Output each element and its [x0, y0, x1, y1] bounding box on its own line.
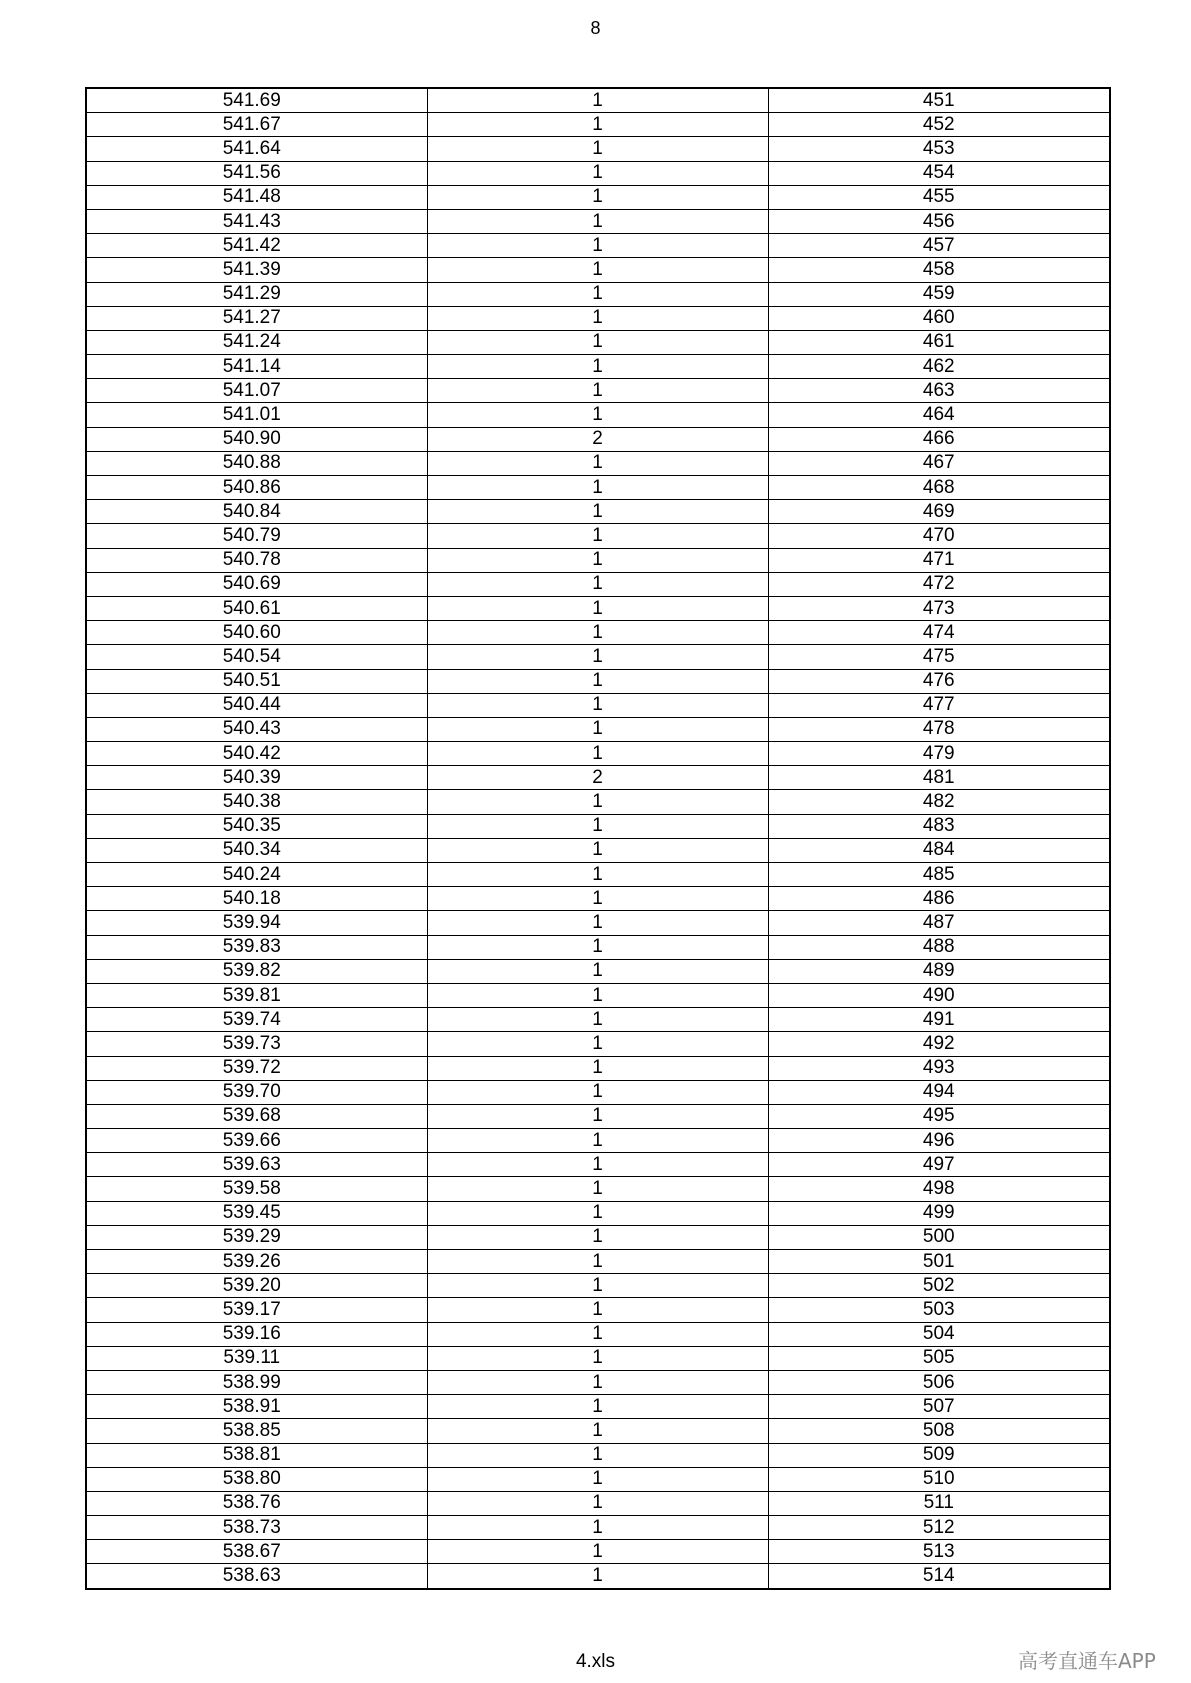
score-cell: 540.38 [86, 790, 427, 814]
count-cell: 1 [427, 1250, 768, 1274]
score-cell: 538.91 [86, 1395, 427, 1419]
footer-filename: 4.xls [575, 1651, 616, 1672]
count-cell: 1 [427, 621, 768, 645]
cumulative-cell: 460 [768, 306, 1110, 330]
count-cell: 1 [427, 1419, 768, 1443]
count-cell: 1 [427, 935, 768, 959]
score-cell: 539.70 [86, 1080, 427, 1104]
count-cell: 1 [427, 403, 768, 427]
score-cell: 541.24 [86, 330, 427, 354]
table-row [86, 209, 1110, 233]
table-row [86, 814, 1110, 838]
cumulative-cell: 484 [768, 838, 1110, 862]
table-row [86, 596, 1110, 620]
count-cell: 1 [427, 282, 768, 306]
cumulative-cell: 500 [768, 1225, 1110, 1249]
score-table [85, 87, 1111, 1590]
score-cell: 539.26 [86, 1250, 427, 1274]
score-cell: 539.20 [86, 1274, 427, 1298]
table-row [86, 1274, 1110, 1298]
count-cell: 1 [427, 742, 768, 766]
score-cell: 540.88 [86, 451, 427, 475]
count-cell: 1 [427, 863, 768, 887]
score-cell: 541.39 [86, 258, 427, 282]
cumulative-cell: 486 [768, 887, 1110, 911]
cumulative-cell: 501 [768, 1250, 1110, 1274]
count-cell: 1 [427, 330, 768, 354]
count-cell: 1 [427, 693, 768, 717]
count-cell: 1 [427, 88, 768, 113]
score-cell: 540.61 [86, 596, 427, 620]
table-row [86, 1346, 1110, 1370]
table-row [86, 1491, 1110, 1515]
table-row [86, 1250, 1110, 1274]
cumulative-cell: 503 [768, 1298, 1110, 1322]
count-cell: 1 [427, 476, 768, 500]
table-row [86, 427, 1110, 451]
cumulative-cell: 459 [768, 282, 1110, 306]
count-cell: 1 [427, 983, 768, 1007]
score-cell: 539.94 [86, 911, 427, 935]
score-cell: 539.16 [86, 1322, 427, 1346]
cumulative-cell: 467 [768, 451, 1110, 475]
count-cell: 2 [427, 766, 768, 790]
score-cell: 539.17 [86, 1298, 427, 1322]
table-row [86, 645, 1110, 669]
score-cell: 540.54 [86, 645, 427, 669]
cumulative-cell: 502 [768, 1274, 1110, 1298]
cumulative-cell: 504 [768, 1322, 1110, 1346]
score-cell: 538.99 [86, 1370, 427, 1394]
cumulative-cell: 498 [768, 1177, 1110, 1201]
count-cell: 1 [427, 1516, 768, 1540]
score-cell: 541.48 [86, 185, 427, 209]
count-cell: 1 [427, 1298, 768, 1322]
cumulative-cell: 488 [768, 935, 1110, 959]
score-cell: 539.83 [86, 935, 427, 959]
count-cell: 1 [427, 379, 768, 403]
page-number: 8 [590, 18, 601, 38]
cumulative-cell: 461 [768, 330, 1110, 354]
count-cell: 1 [427, 596, 768, 620]
table-row [86, 1153, 1110, 1177]
cumulative-cell: 508 [768, 1419, 1110, 1443]
table-row [86, 282, 1110, 306]
cumulative-cell: 471 [768, 548, 1110, 572]
table-row [86, 669, 1110, 693]
score-cell: 540.34 [86, 838, 427, 862]
score-cell: 540.69 [86, 572, 427, 596]
score-cell: 541.43 [86, 209, 427, 233]
score-cell: 540.24 [86, 863, 427, 887]
score-cell: 538.76 [86, 1491, 427, 1515]
count-cell: 1 [427, 1129, 768, 1153]
count-cell: 1 [427, 161, 768, 185]
score-cell: 540.86 [86, 476, 427, 500]
score-cell: 539.11 [86, 1346, 427, 1370]
table-row [86, 863, 1110, 887]
cumulative-cell: 473 [768, 596, 1110, 620]
cumulative-cell: 453 [768, 137, 1110, 161]
cumulative-cell: 494 [768, 1080, 1110, 1104]
table-row [86, 572, 1110, 596]
score-cell: 541.07 [86, 379, 427, 403]
cumulative-cell: 490 [768, 983, 1110, 1007]
score-cell: 541.14 [86, 355, 427, 379]
score-cell: 540.44 [86, 693, 427, 717]
table-row [86, 1177, 1110, 1201]
cumulative-cell: 462 [768, 355, 1110, 379]
score-cell: 539.72 [86, 1056, 427, 1080]
cumulative-cell: 513 [768, 1540, 1110, 1564]
table-row [86, 790, 1110, 814]
cumulative-cell: 482 [768, 790, 1110, 814]
cumulative-cell: 505 [768, 1346, 1110, 1370]
count-cell: 1 [427, 838, 768, 862]
score-cell: 538.63 [86, 1564, 427, 1589]
table-row [86, 935, 1110, 959]
count-cell: 1 [427, 306, 768, 330]
count-cell: 1 [427, 887, 768, 911]
count-cell: 1 [427, 1177, 768, 1201]
count-cell: 1 [427, 1201, 768, 1225]
table-row [86, 1322, 1110, 1346]
cumulative-cell: 478 [768, 717, 1110, 741]
cumulative-cell: 470 [768, 524, 1110, 548]
count-cell: 1 [427, 1467, 768, 1491]
cumulative-cell: 512 [768, 1516, 1110, 1540]
cumulative-cell: 485 [768, 863, 1110, 887]
score-cell: 540.42 [86, 742, 427, 766]
score-cell: 539.66 [86, 1129, 427, 1153]
count-cell: 1 [427, 355, 768, 379]
score-cell: 541.56 [86, 161, 427, 185]
table-row [86, 621, 1110, 645]
table-row [86, 1540, 1110, 1564]
table-row [86, 500, 1110, 524]
count-cell: 1 [427, 1322, 768, 1346]
count-cell: 1 [427, 1008, 768, 1032]
cumulative-cell: 475 [768, 645, 1110, 669]
count-cell: 2 [427, 427, 768, 451]
score-cell: 539.74 [86, 1008, 427, 1032]
score-cell: 538.73 [86, 1516, 427, 1540]
cumulative-cell: 493 [768, 1056, 1110, 1080]
table-row [86, 330, 1110, 354]
score-cell: 540.35 [86, 814, 427, 838]
table-row [86, 1419, 1110, 1443]
score-cell: 540.39 [86, 766, 427, 790]
score-cell: 539.73 [86, 1032, 427, 1056]
count-cell: 1 [427, 185, 768, 209]
table-row [86, 1080, 1110, 1104]
score-cell: 540.18 [86, 887, 427, 911]
table-row [86, 234, 1110, 258]
cumulative-cell: 455 [768, 185, 1110, 209]
score-cell: 538.85 [86, 1419, 427, 1443]
score-cell: 541.27 [86, 306, 427, 330]
count-cell: 1 [427, 1153, 768, 1177]
table-row [86, 379, 1110, 403]
table-row [86, 959, 1110, 983]
table-row [86, 1129, 1110, 1153]
score-cell: 540.43 [86, 717, 427, 741]
cumulative-cell: 451 [768, 88, 1110, 113]
score-cell: 541.69 [86, 88, 427, 113]
score-cell: 540.79 [86, 524, 427, 548]
count-cell: 1 [427, 1032, 768, 1056]
score-cell: 539.58 [86, 1177, 427, 1201]
table-row [86, 1056, 1110, 1080]
count-cell: 1 [427, 548, 768, 572]
score-cell: 539.29 [86, 1225, 427, 1249]
count-cell: 1 [427, 451, 768, 475]
score-cell: 538.80 [86, 1467, 427, 1491]
cumulative-cell: 492 [768, 1032, 1110, 1056]
table-row [86, 717, 1110, 741]
table-row [86, 355, 1110, 379]
cumulative-cell: 452 [768, 113, 1110, 137]
table-row [86, 1032, 1110, 1056]
cumulative-cell: 511 [768, 1491, 1110, 1515]
count-cell: 1 [427, 137, 768, 161]
score-table-body [86, 88, 1110, 1589]
table-row [86, 137, 1110, 161]
cumulative-cell: 491 [768, 1008, 1110, 1032]
count-cell: 1 [427, 500, 768, 524]
table-row [86, 403, 1110, 427]
cumulative-cell: 476 [768, 669, 1110, 693]
count-cell: 1 [427, 524, 768, 548]
table-row [86, 1104, 1110, 1128]
count-cell: 1 [427, 645, 768, 669]
cumulative-cell: 477 [768, 693, 1110, 717]
score-cell: 539.68 [86, 1104, 427, 1128]
count-cell: 1 [427, 911, 768, 935]
table-row [86, 476, 1110, 500]
score-cell: 540.60 [86, 621, 427, 645]
table-row [86, 306, 1110, 330]
cumulative-cell: 487 [768, 911, 1110, 935]
table-row [86, 742, 1110, 766]
count-cell: 1 [427, 572, 768, 596]
count-cell: 1 [427, 1080, 768, 1104]
score-cell: 540.84 [86, 500, 427, 524]
cumulative-cell: 509 [768, 1443, 1110, 1467]
table-row [86, 1516, 1110, 1540]
cumulative-cell: 469 [768, 500, 1110, 524]
score-cell: 541.01 [86, 403, 427, 427]
cumulative-cell: 489 [768, 959, 1110, 983]
cumulative-cell: 466 [768, 427, 1110, 451]
table-row [86, 766, 1110, 790]
score-cell: 540.90 [86, 427, 427, 451]
score-cell: 541.64 [86, 137, 427, 161]
cumulative-cell: 514 [768, 1564, 1110, 1589]
cumulative-cell: 495 [768, 1104, 1110, 1128]
cumulative-cell: 506 [768, 1370, 1110, 1394]
count-cell: 1 [427, 1225, 768, 1249]
score-cell: 538.81 [86, 1443, 427, 1467]
score-cell: 539.82 [86, 959, 427, 983]
table-row [86, 113, 1110, 137]
cumulative-cell: 454 [768, 161, 1110, 185]
table-row [86, 258, 1110, 282]
cumulative-cell: 468 [768, 476, 1110, 500]
table-row [86, 887, 1110, 911]
cumulative-cell: 474 [768, 621, 1110, 645]
table-row [86, 1298, 1110, 1322]
watermark-text: 高考直通车APP [1018, 1649, 1156, 1673]
count-cell: 1 [427, 1370, 768, 1394]
score-cell: 539.81 [86, 983, 427, 1007]
table-row [86, 1370, 1110, 1394]
table-row [86, 1201, 1110, 1225]
table-row [86, 1008, 1110, 1032]
table-row [86, 548, 1110, 572]
count-cell: 1 [427, 1443, 768, 1467]
cumulative-cell: 496 [768, 1129, 1110, 1153]
cumulative-cell: 499 [768, 1201, 1110, 1225]
table-row [86, 88, 1110, 113]
score-cell: 539.45 [86, 1201, 427, 1225]
cumulative-cell: 510 [768, 1467, 1110, 1491]
count-cell: 1 [427, 959, 768, 983]
table-row [86, 524, 1110, 548]
count-cell: 1 [427, 1274, 768, 1298]
score-cell: 539.63 [86, 1153, 427, 1177]
table-row [86, 1467, 1110, 1491]
cumulative-cell: 464 [768, 403, 1110, 427]
count-cell: 1 [427, 669, 768, 693]
count-cell: 1 [427, 1491, 768, 1515]
table-row [86, 185, 1110, 209]
count-cell: 1 [427, 717, 768, 741]
score-cell: 541.42 [86, 234, 427, 258]
count-cell: 1 [427, 814, 768, 838]
cumulative-cell: 479 [768, 742, 1110, 766]
table-row [86, 1395, 1110, 1419]
cumulative-cell: 483 [768, 814, 1110, 838]
count-cell: 1 [427, 1056, 768, 1080]
score-cell: 540.78 [86, 548, 427, 572]
count-cell: 1 [427, 1104, 768, 1128]
table-row [86, 1225, 1110, 1249]
score-cell: 538.67 [86, 1540, 427, 1564]
cumulative-cell: 497 [768, 1153, 1110, 1177]
count-cell: 1 [427, 258, 768, 282]
table-row [86, 911, 1110, 935]
cumulative-cell: 481 [768, 766, 1110, 790]
cumulative-cell: 457 [768, 234, 1110, 258]
table-row [86, 838, 1110, 862]
cumulative-cell: 456 [768, 209, 1110, 233]
table-row [86, 161, 1110, 185]
cumulative-cell: 507 [768, 1395, 1110, 1419]
count-cell: 1 [427, 790, 768, 814]
score-table-container [85, 87, 1109, 1590]
score-cell: 541.29 [86, 282, 427, 306]
score-cell: 540.51 [86, 669, 427, 693]
table-row [86, 1443, 1110, 1467]
count-cell: 1 [427, 234, 768, 258]
count-cell: 1 [427, 1346, 768, 1370]
cumulative-cell: 458 [768, 258, 1110, 282]
count-cell: 1 [427, 209, 768, 233]
cumulative-cell: 472 [768, 572, 1110, 596]
score-cell: 541.67 [86, 113, 427, 137]
table-row [86, 693, 1110, 717]
table-row [86, 983, 1110, 1007]
count-cell: 1 [427, 113, 768, 137]
count-cell: 1 [427, 1395, 768, 1419]
table-row [86, 1564, 1110, 1589]
count-cell: 1 [427, 1564, 768, 1589]
table-row [86, 451, 1110, 475]
count-cell: 1 [427, 1540, 768, 1564]
cumulative-cell: 463 [768, 379, 1110, 403]
